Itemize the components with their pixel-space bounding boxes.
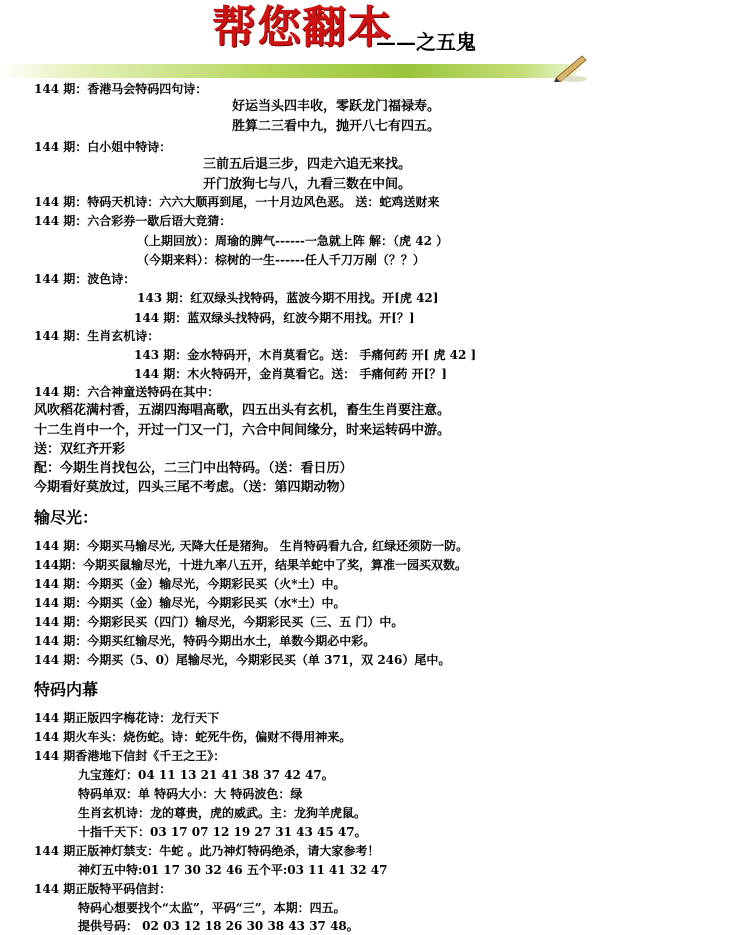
text-line: （上期回放）：周瑜的脾气------一急就上阵 解：（虎 42 ） bbox=[137, 234, 449, 248]
text-line: 144期：今期买鼠输尽光，十进九率八五开，结果羊蛇中了奖，算准一园买双数。 bbox=[34, 558, 468, 572]
text-line: 神灯五中特:01 17 30 32 46 五个平:03 11 41 32 47 bbox=[78, 863, 388, 877]
text-line: 144 期：今期买马输尽光, 天降大任是猪狗。 生肖特码看九合, 红绿还须防一防。 bbox=[34, 539, 469, 553]
text-line: 三前五后退三步，四走六追无来找。 bbox=[203, 157, 412, 172]
text-line: 九宝莲灯：04 11 13 21 41 38 37 42 47。 bbox=[78, 768, 334, 782]
text-line: 风吹稻花满村香，五湖四海唱高歌，四五出头有玄机，畜生生肖要注意。 bbox=[34, 403, 451, 418]
text-line: 开门放狗七与八，九看三数在中间。 bbox=[203, 177, 412, 192]
text-line: 特码心想要找个“太监”，平码“三”，本期：四五。 bbox=[78, 901, 346, 915]
section-heading-inside-info: 特码内幕 bbox=[34, 680, 99, 699]
text-line: 特码单双：单 特码大小：大 特码波色：绿 bbox=[78, 787, 303, 801]
pencil-icon bbox=[552, 50, 588, 82]
text-line: 144 期：特码天机诗：六六大顺再到尾，一十月边风色恶。 送：蛇鸡送财来 bbox=[34, 195, 440, 209]
text-line: 生肖玄机诗：龙的尊贵，虎的威武。主：龙狗羊虎鼠。 bbox=[78, 806, 367, 820]
text-line: （今期来料）：棕树的一生------任人千刀万剐（？？） bbox=[137, 253, 425, 267]
text-line: 144 期：木火特码开，金肖莫看它。送： 手痛何药 开[？] bbox=[134, 367, 447, 381]
text-line: 144 期：今期买（金）输尽光，今期彩民买（火*土）中。 bbox=[34, 577, 346, 591]
text-line: 144 期：六合彩券一歇后语大竞猜： bbox=[34, 214, 232, 228]
text-line: 144 期：香港马会特码四句诗： bbox=[34, 82, 208, 96]
text-line: 144 期：今期买红输尽光，特码今期出水土，单数今期必中彩。 bbox=[34, 634, 376, 648]
page-subtitle: ——之五鬼 bbox=[376, 30, 476, 54]
header-banner bbox=[0, 0, 744, 82]
text-line: 十二生肖中一个，开过一门又一门，六合中间间缘分，时来运转码中游。 bbox=[34, 423, 451, 438]
text-line: 144 期：白小姐中特诗： bbox=[34, 140, 172, 154]
section-heading-lose-all: 输尽光： bbox=[34, 508, 99, 527]
text-line: 144 期：波色诗： bbox=[34, 272, 136, 286]
text-line: 144 期：蓝双绿头找特码，红波今期不用找。开[？] bbox=[134, 311, 415, 325]
text-line: 144 期：生肖玄机诗： bbox=[34, 329, 160, 343]
text-line: 配：今期生肖找包公，二三门中出特码。（送：看日历） bbox=[34, 461, 353, 476]
text-line: 143 期：红双绿头找特码，蓝波今期不用找。开[虎 42] bbox=[137, 291, 439, 305]
text-line: 144 期正版神灯禁支：牛蛇 。此乃神灯特码绝杀，请大家参考！ bbox=[34, 844, 380, 858]
text-line: 提供号码： 02 03 12 18 26 30 38 43 37 48。 bbox=[78, 919, 359, 933]
text-line: 今期看好莫放过，四头三尾不考虑。（送：第四期动物） bbox=[34, 480, 353, 495]
text-line: 144 期正版特平码信封： bbox=[34, 882, 172, 896]
green-divider-bar bbox=[0, 64, 580, 78]
text-line: 十指千天下：03 17 07 12 19 27 31 43 45 47。 bbox=[78, 825, 367, 839]
text-line: 144 期：今期彩民买（四门）输尽光，今期彩民买（三、五 门）中。 bbox=[34, 615, 404, 629]
text-line: 144 期：今期买（金）输尽光，今期彩民买（水*土）中。 bbox=[34, 596, 346, 610]
text-line: 好运当头四丰收，零跃龙门福禄寿。 bbox=[232, 99, 441, 114]
text-line: 胜算二三看中九，抛开八七有四五。 bbox=[232, 119, 441, 134]
text-line: 144 期正版四字梅花诗：龙行天下 bbox=[34, 711, 220, 725]
text-line: 144 期：今期买（5、0）尾输尽光，今期彩民买（单 371，双 246）尾中。 bbox=[34, 653, 451, 667]
text-line: 144 期香港地下信封《千王之王》： bbox=[34, 749, 226, 763]
text-line: 144 期：六合神童送特码在其中： bbox=[34, 385, 220, 399]
text-line: 送：双红齐开彩 bbox=[34, 442, 126, 457]
text-line: 143 期：金水特码开，木肖莫看它。送： 手痛何药 开[ 虎 42 ] bbox=[134, 348, 477, 362]
page-title: 帮您翻本 bbox=[212, 2, 392, 53]
text-line: 144 期火车头：烧伤蛇。诗：蛇死牛伤，偏财不得用神来。 bbox=[34, 730, 352, 744]
